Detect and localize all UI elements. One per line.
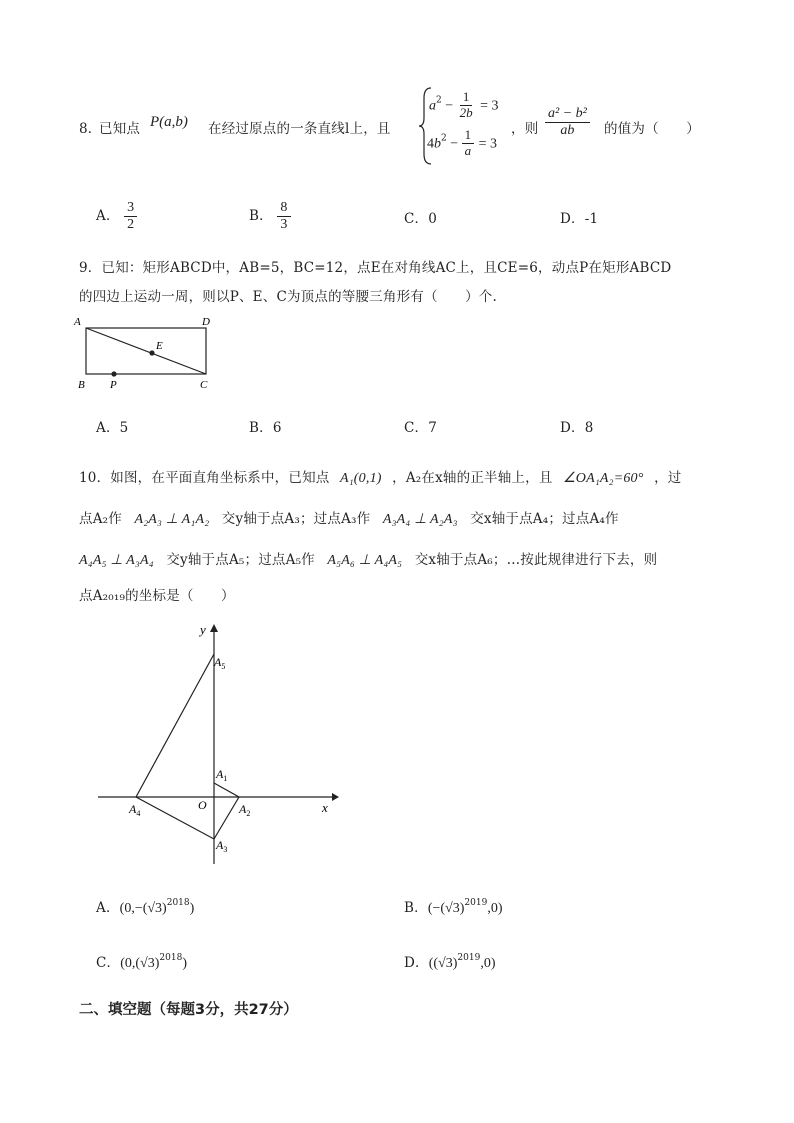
label-o: O bbox=[198, 798, 207, 812]
q8-eq1-tail: = 3 bbox=[480, 98, 499, 114]
option-expr: (0,(√3) bbox=[120, 956, 160, 971]
label-a: A bbox=[74, 316, 81, 328]
q9-line-2: 的四边上运动一周，则以P、E、C为顶点的等腰三角形有（ ）个. bbox=[79, 289, 497, 305]
diagonal-ac bbox=[86, 328, 206, 374]
q10-coordinate-figure bbox=[92, 618, 342, 868]
perp-relation: A₃A₄ ⊥ A₂A₃ bbox=[382, 512, 458, 527]
perp-relation: A₅A₆ ⊥ A₄A₅ bbox=[327, 553, 403, 568]
x-axis-arrow bbox=[332, 793, 339, 801]
text: 点A₂作 bbox=[79, 511, 122, 527]
text: 交x轴于点A₆；…按此规律进行下去，则 bbox=[414, 552, 658, 568]
section-heading: 二、填空题（每题3分，共27分） bbox=[79, 1002, 298, 1018]
option-expr-end: ,0) bbox=[480, 956, 496, 971]
option-value: 0 bbox=[428, 211, 438, 227]
label-subscript: 3 bbox=[223, 845, 228, 854]
label-subscript: 2 bbox=[246, 809, 251, 818]
spiral-segments bbox=[136, 654, 239, 839]
label-a3 bbox=[215, 838, 227, 854]
q8-expression bbox=[545, 106, 590, 139]
q9-option-b bbox=[249, 416, 282, 436]
q8-option-c bbox=[404, 207, 437, 227]
fraction-numerator: 8 bbox=[277, 200, 290, 217]
q10-option-b bbox=[404, 896, 502, 917]
option-exponent: 2018 bbox=[166, 898, 190, 908]
label-b: B bbox=[78, 379, 85, 391]
label-c: C bbox=[200, 379, 208, 391]
option-value: 5 bbox=[119, 420, 129, 436]
q8-equation-2: $4b^2$ − $\frac{1}{a}$ = 3 bbox=[427, 127, 497, 158]
option-label: B． bbox=[404, 900, 428, 916]
label-x: x bbox=[322, 800, 328, 815]
label-y: y bbox=[200, 622, 206, 637]
label-p: P bbox=[110, 379, 117, 391]
angle-expression: ∠OA₁A₂=60° bbox=[563, 471, 644, 486]
q9-rectangle-figure bbox=[72, 312, 222, 394]
perp-relation: A₂A₃ ⊥ A₁A₂ bbox=[134, 512, 210, 527]
q10-line-3 bbox=[79, 548, 657, 569]
q9-option-d bbox=[560, 416, 594, 436]
q9-option-c bbox=[404, 416, 437, 436]
q10-option-a bbox=[96, 896, 194, 917]
q10-option-c bbox=[96, 951, 187, 972]
q9-line-1: 9．已知：矩形ABCD中，AB=5，BC=12，点E在对角线AC上，且CE=6，动点P在矩形ABCD bbox=[79, 260, 672, 276]
label-a1 bbox=[215, 767, 227, 783]
label-subscript: 4 bbox=[136, 809, 141, 818]
option-value: 6 bbox=[272, 420, 282, 436]
option-label: B． bbox=[249, 420, 273, 436]
q8-option-d bbox=[560, 207, 598, 227]
point-a1: A₁(0,1) bbox=[339, 471, 382, 486]
q8-option-a bbox=[96, 200, 137, 233]
option-label: C． bbox=[404, 420, 429, 436]
option-label: C． bbox=[404, 211, 429, 227]
option-value: 7 bbox=[428, 420, 438, 436]
label-d: D bbox=[202, 316, 210, 328]
label-a4 bbox=[128, 802, 140, 818]
label-subscript: 5 bbox=[221, 662, 226, 671]
label-letter: A bbox=[214, 655, 222, 669]
q10-option-d bbox=[404, 951, 495, 972]
option-expr: (−(√3) bbox=[427, 901, 465, 916]
label-letter: A bbox=[216, 767, 224, 781]
q8-text-4: 的值为（ ） bbox=[604, 121, 700, 137]
text: 交x轴于点A₄；过点A₄作 bbox=[470, 511, 619, 527]
option-label: A． bbox=[96, 420, 120, 436]
label-e: E bbox=[156, 340, 163, 352]
label-letter: A bbox=[239, 802, 247, 816]
q10-line-2 bbox=[79, 507, 619, 528]
option-value: -1 bbox=[584, 211, 599, 227]
option-label: A． bbox=[96, 900, 120, 916]
fraction-denominator: 2 bbox=[127, 217, 135, 233]
option-exponent: 2018 bbox=[159, 953, 183, 963]
option-expr: ((√3) bbox=[428, 956, 458, 971]
q10-line-1 bbox=[79, 466, 681, 487]
y-axis-arrow bbox=[210, 624, 218, 632]
label-subscript: 1 bbox=[223, 774, 228, 783]
q9-option-a bbox=[96, 416, 128, 436]
option-exponent: 2019 bbox=[464, 898, 488, 908]
text: ，A₂在x轴的正半轴上，且 bbox=[392, 470, 553, 486]
option-expr: (0,−(√3) bbox=[119, 901, 167, 916]
label-letter: A bbox=[129, 802, 137, 816]
fraction-numerator: 3 bbox=[124, 200, 137, 217]
q10-line-4: 点A₂₀₁₉的坐标是（ ） bbox=[79, 588, 235, 604]
option-label: D． bbox=[560, 420, 585, 436]
q8-expr-denominator: ab bbox=[560, 123, 575, 139]
q8-expr-numerator: a² − b² bbox=[545, 106, 590, 123]
fraction-denominator: 3 bbox=[280, 217, 288, 233]
option-label: A． bbox=[96, 208, 120, 225]
text: ，过 bbox=[654, 470, 682, 486]
option-label: C． bbox=[96, 955, 121, 971]
point-e bbox=[149, 350, 154, 355]
label-a2 bbox=[238, 802, 250, 818]
q8-text-1: 已知点 bbox=[99, 121, 141, 137]
q8-option-b bbox=[249, 200, 291, 233]
option-expr-end: ) bbox=[182, 956, 187, 971]
option-value: 8 bbox=[584, 420, 594, 436]
text: 10．如图，在平面直角坐标系中，已知点 bbox=[79, 470, 330, 486]
text: 交y轴于点A₃；过点A₃作 bbox=[221, 511, 371, 527]
q8-point: P(a,b) bbox=[150, 114, 188, 130]
text: 交y轴于点A₅；过点A₅作 bbox=[166, 552, 315, 568]
label-a5 bbox=[213, 655, 225, 671]
q8-eq2-tail: = 3 bbox=[478, 136, 497, 152]
option-expr-end: ) bbox=[189, 901, 195, 916]
q8-number: 8． bbox=[79, 121, 102, 137]
option-expr-end: ,0) bbox=[487, 901, 503, 916]
option-label: D． bbox=[404, 955, 429, 971]
option-label: B． bbox=[249, 208, 273, 225]
option-exponent: 2019 bbox=[457, 953, 481, 963]
point-p bbox=[111, 371, 116, 376]
q8-text-2: 在经过原点的一条直线l上，且 bbox=[208, 121, 391, 137]
q8-equation-1: $a^2$ − $\frac{1}{2b}$ = 3 bbox=[429, 89, 499, 120]
label-letter: A bbox=[216, 838, 224, 852]
q8-text-3: ，则 bbox=[511, 121, 539, 137]
option-label: D． bbox=[560, 211, 585, 227]
perp-relation: A₄A₅ ⊥ A₃A₄ bbox=[79, 553, 154, 568]
